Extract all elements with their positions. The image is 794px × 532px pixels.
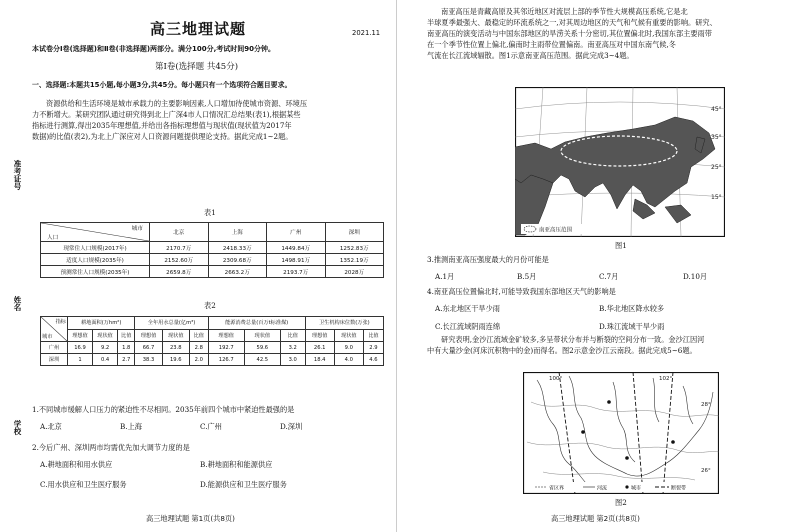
question-stem: 2.今后广州、深圳两市均需优先加大调节力度的是: [32, 443, 190, 452]
question-stem: 4.南亚高压位置偏北时,可能导致我国东部地区天气的影响是: [427, 287, 616, 296]
option-d[interactable]: D.深圳: [280, 422, 303, 431]
passage-line: 中有大量沙金(河床沉积物中的金)而得名。图2示意金沙江云南段。据此完成5~6题。: [427, 346, 697, 355]
table2-group-header: 能源消费总量(百万t标准煤): [208, 317, 305, 330]
legend-label: 城市: [631, 485, 642, 492]
legend-swatch: [625, 485, 628, 488]
cell: 0.4: [93, 354, 118, 366]
cell: 9.0: [334, 342, 363, 354]
page-title: 高三地理试题: [150, 20, 247, 38]
cell: 59.6: [244, 342, 280, 354]
exam-page-2: [397, 0, 794, 532]
option-c[interactable]: C.7月: [599, 272, 619, 281]
lat-label: 26°: [701, 468, 711, 474]
table2-subheader: 现状值: [93, 329, 118, 342]
row-label: 深圳: [41, 354, 68, 366]
cell: 1: [68, 354, 93, 366]
cell: 19.6: [162, 354, 189, 366]
option-b[interactable]: B.上海: [120, 422, 142, 431]
cell: 4.0: [334, 354, 363, 366]
table-row: [41, 254, 384, 266]
cell: 1.8: [118, 342, 135, 354]
passage-line: 研究表明,金沙江流域金矿较多,多呈带状分布并与断裂的空间分布一致。金沙江因河: [441, 335, 705, 344]
table2-corner: [41, 317, 68, 342]
cell: 2170.7万: [150, 242, 209, 254]
table2-subheader: 理想值: [68, 329, 93, 342]
lat-label: 25°: [711, 164, 722, 171]
cell: 2309.68万: [208, 254, 267, 266]
corner-top: 指标: [55, 319, 66, 325]
question-stem: 1.不同城市缓解人口压力的紧迫性不尽相同。2035年前四个城市中紧迫性最强的是: [32, 405, 295, 414]
table2-subheader: 理想值: [135, 329, 162, 342]
option-d[interactable]: D.10月: [683, 272, 708, 281]
cell: 2663.2万: [208, 266, 267, 278]
passage-line: 力不断增大。某研究团队通过研究得到北上广深4市人口情况汇总结果(表1),根据某些: [32, 110, 301, 119]
cell: 2.0: [189, 354, 208, 366]
cell: 2.7: [118, 354, 135, 366]
cell: 2028万: [325, 266, 384, 278]
figure-2-caption: 图2: [615, 498, 627, 507]
table-row: [41, 354, 384, 366]
legend-label: 河流: [597, 485, 608, 492]
passage-line: 半球夏季最强大、最稳定的环流系统之一,对其周边地区的天气和气候有重要的影响。研究、: [427, 18, 717, 27]
question-4: [427, 286, 665, 339]
cell: 2418.33万: [208, 242, 267, 254]
option-c[interactable]: C.长江流域阴雨连绵: [435, 322, 501, 331]
table2-subheader: 现状值: [334, 329, 363, 342]
row-label: 现常住人口规模(2017年): [41, 242, 150, 254]
passage-line: 指标进行测算,得出2035年理想值,并给出各指标理想值与现状值(现状值为2017年: [32, 121, 292, 130]
row-label: 预测常住人口规模(2035年): [41, 266, 150, 278]
exam-date: 2021.11: [352, 29, 381, 37]
cell: 1449.84万: [267, 242, 326, 254]
cell: 126.7: [208, 354, 244, 366]
row-label: 适度人口规模(2035年): [41, 254, 150, 266]
table2-subheader: 现状值: [244, 329, 280, 342]
option-d[interactable]: D.能源供应和卫生医疗服务: [200, 480, 287, 489]
cell: 192.7: [208, 342, 244, 354]
question-2: [32, 442, 287, 499]
question-intro: 一、选择题:本题共15小题,每小题3分,共45分。每小题只有一个选项符合题目要求。: [32, 81, 292, 89]
table2-subheader-row: [41, 329, 384, 342]
cell: 1252.83万: [325, 242, 384, 254]
question-3: [427, 254, 708, 285]
cell: 4.6: [363, 354, 383, 366]
table1-caption: 表1: [204, 208, 216, 217]
option-c[interactable]: C.用水供应和卫生医疗服务: [40, 480, 127, 489]
side-label-name: 姓名: [13, 296, 22, 311]
table2-subheader: 理想值: [208, 329, 244, 342]
legend-label: 省区界: [549, 485, 565, 492]
table2-subheader: 现状值: [162, 329, 189, 342]
cell: 3.0: [280, 354, 305, 366]
cell: 66.7: [135, 342, 162, 354]
cell: 2659.8万: [150, 266, 209, 278]
cell: 2.8: [189, 342, 208, 354]
page-footer: 高三地理试题 第1页(共8页): [146, 514, 235, 523]
table2-subheader: 理想值: [305, 329, 334, 342]
table-row: [41, 242, 384, 254]
cell: 2193.7万: [267, 266, 326, 278]
row-label: 广州: [41, 342, 68, 354]
lon-label: 100°: [549, 376, 563, 382]
table2-subheader: 比值: [280, 329, 305, 342]
option-b[interactable]: B.华北地区降水较多: [599, 304, 665, 313]
passage-line: 南亚高压的演变活动与中国东部地区的旱涝关系十分密切,其位置偏北时,我国东部主要雨带: [427, 29, 712, 38]
cell: 1352.19万: [325, 254, 384, 266]
passage-south-asia-high: [427, 6, 717, 61]
side-label-school: 学校: [13, 420, 22, 435]
cell: 3.2: [280, 342, 305, 354]
option-a[interactable]: A.北京: [40, 422, 62, 431]
table2-caption: 表2: [204, 301, 216, 310]
instructions: 本试卷分Ⅰ卷(选择题)和Ⅱ卷(非选择题)两部分。满分100分,考试时间90分钟。: [32, 45, 276, 53]
cell: 2152.60万: [150, 254, 209, 266]
table2-group-header: 耕地面积(万hm²): [68, 317, 135, 330]
option-a[interactable]: A.1月: [435, 272, 455, 281]
table2: [40, 316, 384, 366]
passage-line: 数据)的比值(表2),为北上广深应对人口资源问题提供理论支持。据此完成1~2题。: [32, 132, 293, 141]
table2-group-header: 全年用水总量(亿m³): [135, 317, 208, 330]
question-stem: 3.推测南亚高压强度最大的月份可能是: [427, 255, 549, 264]
corner-top: 城市: [131, 226, 143, 232]
figure-1-caption: 图1: [615, 241, 627, 250]
table1-header: 广州: [267, 223, 326, 242]
lat-label: 28°: [701, 402, 711, 408]
cell: 23.8: [162, 342, 189, 354]
legend-label: 断裂带: [671, 485, 687, 492]
table1: [40, 222, 384, 278]
option-b[interactable]: B.耕地面积和能源供应: [200, 460, 273, 469]
cell: 9.2: [93, 342, 118, 354]
passage-line: 资源供给和生活环境是城市承载力的主要影响因素,人口增加待使城市资源、环境压: [46, 99, 308, 108]
table1-header: 上海: [208, 223, 267, 242]
lat-label: 35°: [711, 134, 722, 141]
legend-label: 南亚高压范围: [539, 227, 573, 234]
cell: 2.9: [363, 342, 383, 354]
passage-jinsha-river: [427, 334, 704, 356]
corner-bottom: 人口: [47, 235, 59, 241]
table2-subheader: 比值: [189, 329, 208, 342]
section-heading: 第Ⅰ卷(选择题 共45分): [155, 62, 239, 72]
corner-bottom: 城市: [42, 334, 53, 340]
page-footer: 高三地理试题 第2页(共8页): [551, 514, 640, 523]
figure-1-map: [515, 87, 725, 237]
option-c[interactable]: C.广州: [200, 422, 222, 431]
table2-subheader: 比值: [363, 329, 383, 342]
cell: 16.9: [68, 342, 93, 354]
table2-subheader: 比值: [118, 329, 135, 342]
passage: [32, 98, 307, 142]
cell: 38.3: [135, 354, 162, 366]
cell: 18.4: [305, 354, 334, 366]
lat-label: 15°: [711, 194, 722, 201]
table1-corner: [41, 223, 150, 242]
passage-line: 气流在长江流域辐散。图1示意南亚高压范围。据此完成3~4题。: [427, 51, 634, 60]
lon-label: 102°: [659, 376, 673, 382]
table1-header: 深圳: [325, 223, 384, 242]
lat-label: 45°: [711, 106, 722, 113]
option-a[interactable]: A.东北地区干旱少雨: [435, 304, 500, 313]
side-label-exam-id: 准考证号: [13, 160, 22, 190]
option-a[interactable]: A.耕地面积和用水供应: [40, 460, 113, 469]
table-row: [41, 342, 384, 354]
passage-line: 南亚高压是青藏高原及其邻近地区对流层上部的季节性大规模高压系统,它是北: [441, 7, 688, 16]
option-d[interactable]: D.珠江流域干旱少雨: [599, 322, 665, 331]
passage-line: 在一个季节性位置上偏北,偏南时主雨带位置偏南。南亚高压对中国东南气候,冬: [427, 40, 676, 49]
table2-group-header: 卫生机构床位数(万张): [305, 317, 383, 330]
cell: 26.1: [305, 342, 334, 354]
cell: 42.5: [244, 354, 280, 366]
figure-2-map: [523, 372, 719, 494]
option-b[interactable]: B.5月: [517, 272, 537, 281]
question-1: [32, 404, 303, 439]
cell: 1498.91万: [267, 254, 326, 266]
table-row: [41, 266, 384, 278]
table1-header: 北京: [150, 223, 209, 242]
